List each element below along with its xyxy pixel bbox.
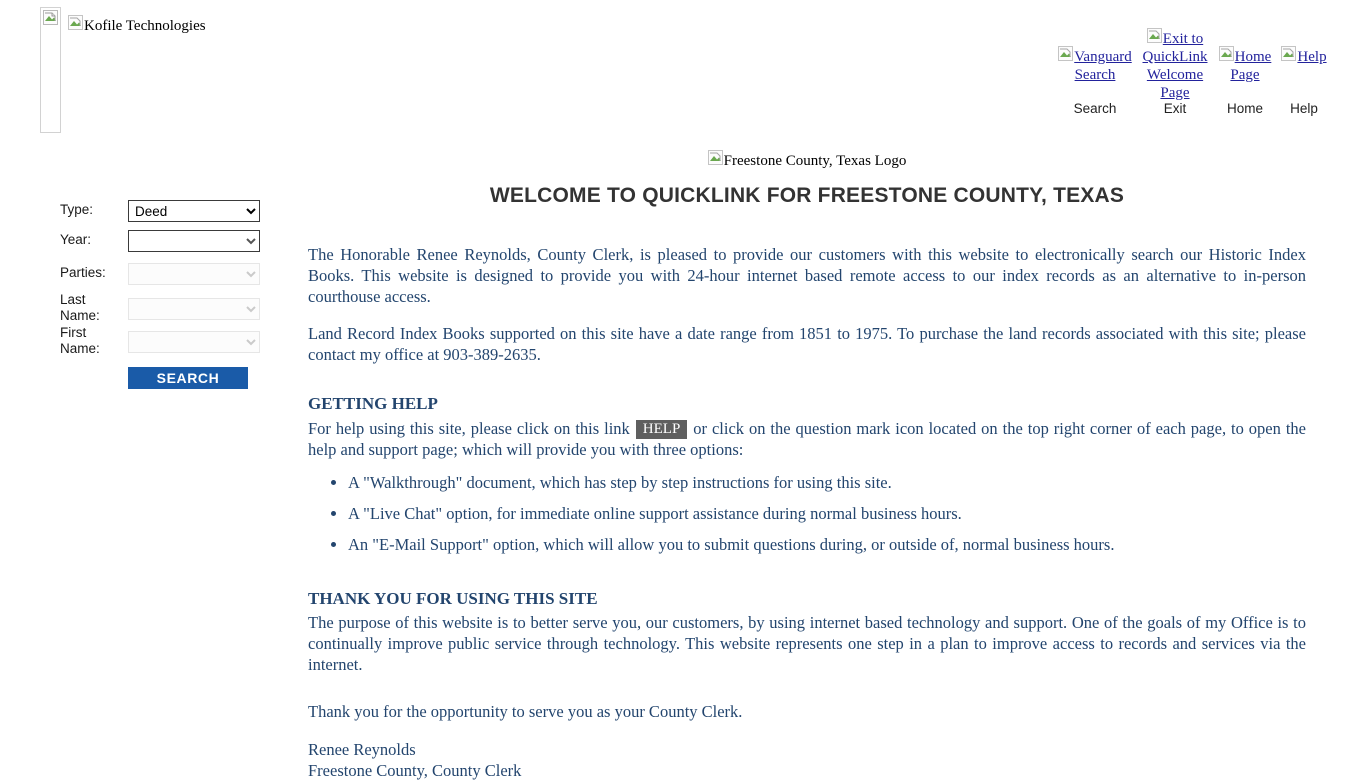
thank-you-paragraph: The purpose of this website is to better serve you, our customers, by using internet based technology and support. One of the goals of my Office is to continually improve public service through technology. This website represents one step in a plan to improve access to records and services via the internet. <box>308 613 1306 674</box>
form-row-type <box>60 200 290 222</box>
search-button[interactable]: SEARCH <box>128 367 248 389</box>
nav-home-alt-text: Home Page <box>1230 49 1272 83</box>
nav-item-search[interactable] <box>1056 28 1134 116</box>
help-options-list <box>308 472 1306 555</box>
nav-home-label: Home <box>1226 101 1263 116</box>
nav-item-home[interactable] <box>1216 28 1274 116</box>
form-row-last-name <box>60 292 290 324</box>
nav-exit-link[interactable] <box>1136 28 1214 102</box>
year-select[interactable] <box>128 230 260 252</box>
help-text-after: or click on the question mark icon located on the top right corner of each page, to open the help and support page; which will provide you with three options: <box>308 419 1306 459</box>
intro-paragraph-2: Land Record Index Books supported on this site have a date range from 1851 to 1975. To purchase the land records associated with this site; please contact my office at 903-389-2635. <box>308 324 1306 364</box>
page-title: WELCOME TO QUICKLINK FOR FREESTONE COUNTY, TEXAS <box>489 184 1125 207</box>
search-button-wrapper <box>60 367 290 389</box>
nav-search-link[interactable] <box>1056 28 1134 84</box>
list-item: • An "E-Mail Support" option, which will allow you to submit questions during, or outside of, normal business hours. <box>348 534 1306 555</box>
type-label: Type: <box>60 202 94 217</box>
kofile-technologies-logo <box>68 15 206 35</box>
broken-image-icon <box>1058 46 1073 61</box>
nav-exit-label: Exit <box>1163 101 1187 116</box>
left-banner-placeholder <box>40 7 61 133</box>
getting-help-heading: GETTING HELP <box>308 394 438 413</box>
help-badge-link[interactable]: HELP <box>636 420 688 439</box>
year-label: Year: <box>60 232 92 247</box>
getting-help-paragraph <box>308 418 1306 460</box>
last-name-select <box>128 298 260 320</box>
intro-paragraph-1: The Honorable Renee Reynolds, County Clerk, is pleased to provide our customers with this website to electronically search our Historic Index Books. This website is designed to provide you with 24-hour internet based remote access to our index records as an alternative to in-person courthouse access. <box>308 245 1306 306</box>
form-row-year <box>60 230 290 252</box>
county-logo-alt-text: Freestone County, Texas Logo <box>723 153 907 169</box>
nav-item-exit[interactable] <box>1136 28 1214 116</box>
parties-select <box>128 263 260 285</box>
thank-you-heading: THANK YOU FOR USING THIS SITE <box>308 589 598 608</box>
broken-image-icon <box>43 10 58 25</box>
main-content <box>308 150 1306 781</box>
nav-help-alt-text: Help <box>1297 49 1327 65</box>
nav-search-label: Search <box>1073 101 1117 116</box>
broken-image-icon <box>1219 46 1234 61</box>
parties-label: Parties: <box>60 265 106 280</box>
form-row-parties <box>60 263 290 285</box>
broken-image-icon <box>1147 28 1162 43</box>
broken-image-icon <box>1281 46 1296 61</box>
nav-item-help[interactable] <box>1276 28 1332 116</box>
nav-help-link[interactable] <box>1276 28 1332 66</box>
search-form <box>60 200 290 389</box>
top-navigation <box>1048 28 1327 123</box>
broken-image-icon <box>708 150 723 165</box>
nav-home-link[interactable] <box>1216 28 1274 84</box>
help-text-before: For help using this site, please click on this link <box>308 419 630 438</box>
list-item: • A "Live Chat" option, for immediate online support assistance during normal business hours. <box>348 503 1306 524</box>
last-name-label: Last Name: <box>60 292 100 323</box>
form-row-first-name <box>60 325 290 357</box>
broken-image-icon <box>68 15 83 30</box>
first-name-select <box>128 331 260 353</box>
kofile-logo-alt-text: Kofile Technologies <box>84 18 206 34</box>
county-logo <box>308 150 1306 172</box>
nav-exit-alt-text: Exit to QuickLink Welcome Page <box>1142 31 1208 101</box>
signature-title: Freestone County, County Clerk <box>308 761 522 780</box>
nav-search-alt-text: Vanguard Search <box>1074 49 1132 83</box>
type-select[interactable] <box>128 200 260 222</box>
list-item: • A "Walkthrough" document, which has step by step instructions for using this site. <box>348 472 1306 493</box>
first-name-label: First Name: <box>60 325 100 356</box>
page-header <box>0 0 1366 140</box>
signature-name: Renee Reynolds <box>308 740 416 759</box>
nav-help-label: Help <box>1290 101 1318 116</box>
closing-paragraph: Thank you for the opportunity to serve you as your County Clerk. <box>308 702 743 721</box>
